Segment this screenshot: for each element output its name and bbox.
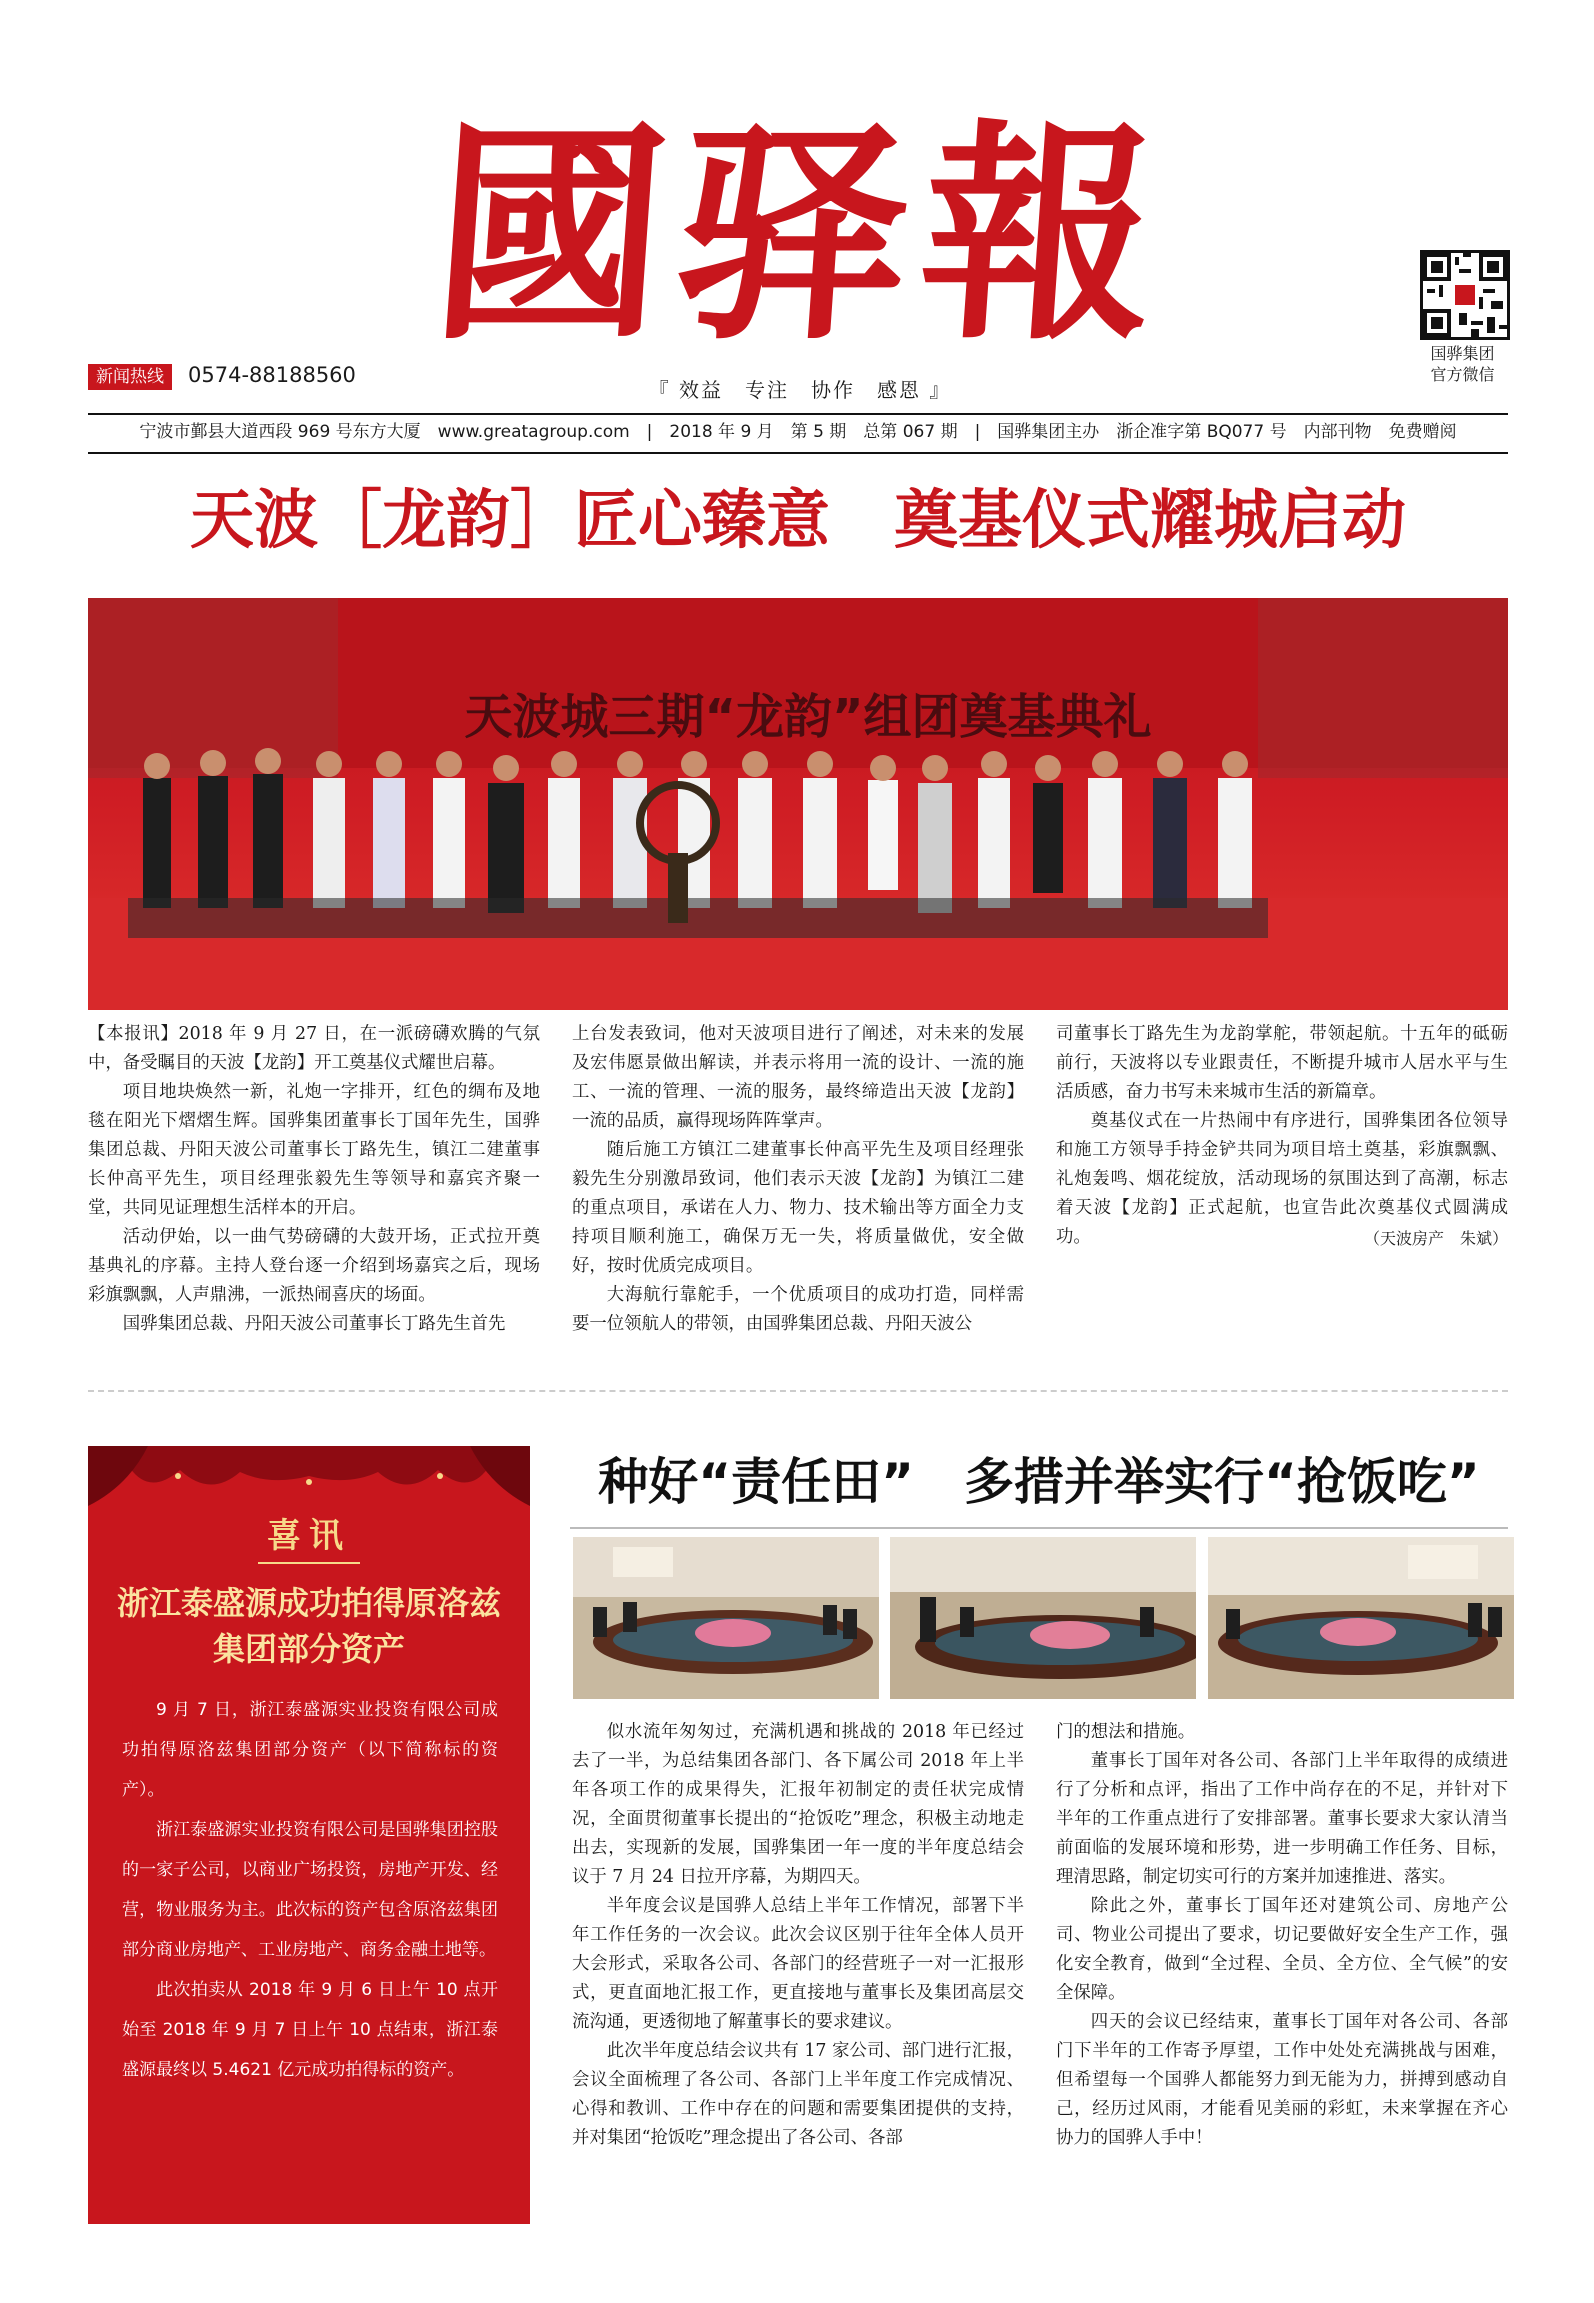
paragraph: 国骅集团总裁、丹阳天波公司董事长丁路先生首先 (122, 1314, 506, 1334)
article1-column-2 (572, 1020, 1024, 1339)
paragraph: 四天的会议已经结束，董事长丁国年对各公司、各部门下半年的工作寄予厚望，工作中处处充满挑战与困难，但希望每一个国骅人都能努力到无能为力，拼搏到感动自己，经历过风雨，才能看见美丽的彩虹，未来掌握在齐心协力的国骅人手中！ (1056, 2012, 1508, 2148)
meeting-photo-1 (573, 1537, 879, 1699)
article1-headline: 天波［龙韵］匠心臻意 奠基仪式耀城启动 (190, 484, 1406, 558)
announcement-headline: 浙江泰盛源成功拍得原洛兹集团部分资产 (116, 1584, 501, 1668)
paragraph: 大海航行靠舵手，一个优质项目的成功打造，同样需要一位领航人的带领，由国骅集团总裁、丹阳天波公 (572, 1285, 1024, 1334)
groundbreaking-ceremony-photo (88, 598, 1508, 1010)
article2-column-1 (572, 1718, 1024, 2153)
article1-column-1 (88, 1020, 540, 1339)
announcement-box (88, 1446, 530, 2224)
hotline-number: 0574-88188560 (188, 363, 356, 387)
masthead-title: 國驿報 (424, 98, 1176, 371)
section-divider (88, 1390, 1508, 1392)
paragraph: 奠基仪式在一片热闹中有序进行，国骅集团各位领导和施工方领导手持金铲共同为项目培土奠基，彩旗飘飘、礼炮轰鸣、烟花绽放，活动现场的氛围达到了高潮，标志着天波【龙韵】正式起航，也宣告此次奠基仪式圆满成功。 (1056, 1111, 1508, 1247)
announcement-title: 喜讯 (267, 1516, 351, 1556)
paragraph: 浙江泰盛源实业投资有限公司是国骅集团控股的一家子公司，以商业广场投资，房地产开发、经营，物业服务为主。此次标的资产包含原洛兹集团部分商业房地产、工业房地产、商务金融土地等。 (122, 1820, 498, 1960)
paragraph: 半年度会议是国骅人总结上半年工作情况，部署下半年工作任务的一次会议。此次会议区别于往年全体人员开大会形式，采取各公司、各部门的经营班子一对一汇报形式，更直面地汇报工作，更直接地与董事长及集团高层交流沟通，更透彻地了解董事长的要求建议。 (572, 1896, 1024, 2032)
article2-rule (570, 1527, 1508, 1529)
paragraph: 项目地块焕然一新，礼炮一字排开，红色的绸布及地毯在阳光下熠熠生辉。国骅集团董事长丁国年先生，国骅集团总裁、丹阳天波公司董事长丁路先生，镇江二建董事长仲高平先生，项目经理张毅先生等领导和嘉宾齐聚一堂，共同见证理想生活样本的开启。 (88, 1082, 540, 1218)
announcement-body (122, 1690, 498, 2090)
article2-headline: 种好“责任田” 多措并举实行“抢饭吃” (598, 1453, 1480, 1511)
curtain-decoration (88, 1446, 530, 1506)
paragraph: 董事长丁国年对各公司、各部门上半年取得的成绩进行了分析和点评，指出了工作中尚存在的不足，并针对下半年的工作重点进行了安排部署。董事长要求大家认清当前面临的发展环境和形势，进一步明确工作任务、目标，理清思路，制定切实可行的方案并加速推进、落实。 (1056, 1751, 1508, 1887)
meeting-photo-2 (890, 1537, 1196, 1699)
meeting-photo-3 (1208, 1537, 1514, 1699)
paragraph: 门的想法和措施。 (1056, 1722, 1196, 1742)
paragraph: 上台发表致词，他对天波项目进行了阐述，对未来的发展及宏伟愿景做出解读，并表示将用一流的设计、一流的施工、一流的管理、一流的服务，最终缔造出天波【龙韵】一流的品质，赢得现场阵阵掌声。 (572, 1024, 1024, 1131)
paragraph: 此次半年度总结会议共有 17 家公司、部门进行汇报，会议全面梳理了各公司、各部门上半年度工作完成情况、心得和教训、工作中存在的问题和需要集团提供的支持，并对集团“抢饭吃”理念提出了各公司、各部 (572, 2041, 1024, 2148)
title-underline (258, 1562, 360, 1564)
paragraph: 除此之外，董事长丁国年还对建筑公司、房地产公司、物业公司提出了要求，切记要做好安全生产工作，强化安全教育，做到“全过程、全员、全方位、全气候”的安全保障。 (1056, 1896, 1508, 2003)
paragraph: 此次拍卖从 2018 年 9 月 6 日上午 10 点开始至 2018 年 9 月 7 日上午 10 点结束，浙江泰盛源最终以 5.4621 亿元成功拍得标的资产。 (122, 1980, 498, 2080)
masthead-logo (360, 98, 1240, 371)
paragraph: 司董事长丁路先生为龙韵掌舵，带领起航。十五年的砥砺前行，天波将以专业跟责任，不断提升城市人居水平与生活质感，奋力书写未来城市生活的新篇章。 (1056, 1024, 1508, 1102)
issue-info-bar: 宁波市鄞县大道西段 969 号东方大厦 www.greatagroup.com | 2018 年 9 月 第 5 期 总第 067 期 | 国骅集团主办 浙企准字第 BQ077 号 内部刊物 免费赠阅 (139, 422, 1457, 442)
article1-column-3 (1056, 1020, 1508, 1252)
article2-column-2 (1056, 1718, 1508, 2153)
paragraph: 【本报讯】2018 年 9 月 27 日，在一派磅礴欢腾的气氛中，备受瞩目的天波【龙韵】开工奠基仪式耀世启幕。 (88, 1024, 540, 1073)
paragraph: 9 月 7 日，浙江泰盛源实业投资有限公司成功拍得原洛兹集团部分资产（以下简称标的资产）。 (122, 1700, 498, 1800)
qr-caption: 国骅集团 官方微信 (1430, 344, 1495, 384)
qr-code-icon (1420, 250, 1510, 340)
paragraph: 似水流年匆匆过，充满机遇和挑战的 2018 年已经过去了一半，为总结集团各部门、各下属公司 2018 年上半年各项工作的成果得失，汇报年初制定的责任状完成情况，全面贯彻董事长提出的“抢饭吃”理念，积极主动地走出去，实现新的发展，国骅集团一年一度的半年度总结会议于 7 月 24 日拉开序幕，为期四天。 (572, 1722, 1024, 1887)
slogan: 『 效益 专注 协作 感恩 』 (648, 378, 952, 402)
paragraph: 活动伊始，以一曲气势磅礴的大鼓开场，正式拉开奠基典礼的序幕。主持人登台逐一介绍到场嘉宾之后，现场彩旗飘飘，人声鼎沸，一派热闹喜庆的场面。 (88, 1227, 540, 1305)
masthead-rule-bottom (88, 452, 1508, 454)
hotline-label: 新闻热线 (88, 364, 172, 390)
article1-byline: （天波房产 朱斌） (1363, 1229, 1508, 1248)
paragraph: 随后施工方镇江二建董事长仲高平先生及项目经理张毅先生分别激昂致词，他们表示天波【龙韵】为镇江二建的重点项目，承诺在人力、物力、技术输出等方面全力支持项目顺利施工，确保万无一失，将质量做优，安全做好，按时优质完成项目。 (572, 1140, 1024, 1276)
ceremony-banner-text: 天波城三期“龙韵”组团奠基典礼 (464, 689, 1152, 745)
masthead-rule-top (88, 413, 1508, 415)
